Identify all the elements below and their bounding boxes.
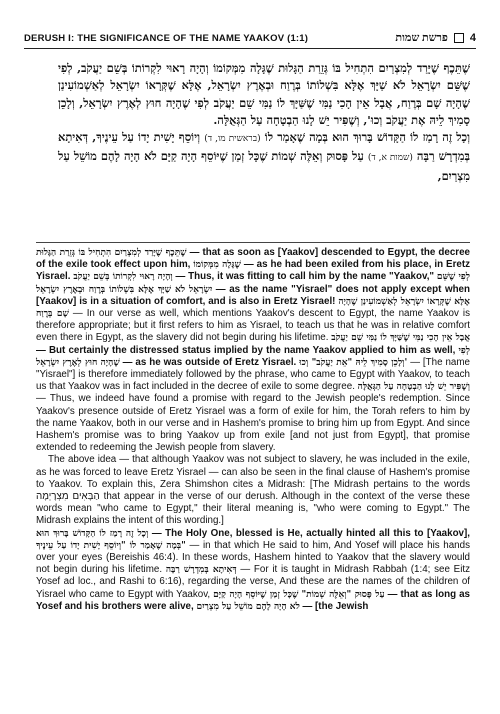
lemma-hebrew: שֶׁגָּלָה מִמְּקוֹמוֹ [193, 260, 241, 271]
page-number: 4 [469, 32, 476, 44]
lemma-hebrew: לְפִי שֶׁהָיָה חוּץ לְאֶרֶץ יִשְׂרָאֵל [36, 345, 470, 368]
lemma-translation: — as he was outside of Eretz Yisrael. [122, 356, 297, 368]
lemma-explanation: — In our verse as well, which mentions Yaakov's descent to Egypt, the name Yaakov is therefore appropriate; but it first refers to him as Yisrael, to teach us that he was in relative comfort even there in Egypt, as the slavery did not begin during his lifetime. [36, 308, 470, 344]
hebrew-source-ref: (בראשית מו, ד) [204, 134, 261, 145]
lemma-explanation: — [The name "Yisrael"] is therefore immediately followed by the phrase, who came to Egypt with Yaakov, to teach us that Yaakov was in fact included in the decree of exile to some degree. [36, 356, 470, 393]
lemma-hebrew: שֶׁתֵּכֶף שֶׁיָּרַד לְמִצְרַיִם הִתְחִיל בּוֹ גְּזֵרַת הַגָּלוּת [36, 248, 187, 258]
lemma-explanation: — Thus, we indeed have found a promise with regard to the Jewish people's redemption. Since Yaakov's presence outside of Eretz Yisrael was a form of exile for him, the Torah refers to him by the name Yaakov, both in our verse and in Hashem's promise to bring him up from Egypt. And since Hashem's promise was to bring Yaakov up from exile [and not just from Egypt], that promise extended to redeeming the Jewish people from slavery. [36, 393, 470, 454]
hebrew-text-1: שֶׁתֵּכֶף שֶׁיָּרַד לְמִצְרַיִם הִתְחִיל בּוֹ גְּזֵרַת הַגָּלוּת שֶׁגָּלָה מִמְּקוֹמוֹ וְהָיָה רָאוּי לִקְרוֹתוֹ בְּשֵׁם יַעֲקֹב, לְפִי שֶׁשֵּׁם יִשְׂרָאֵל לֹא שַׁיָּךְ אֶלָּא בִּשְׁלוֹתוֹ בְּרֶוַח וּבְאֶרֶץ יִשְׂרָאֵל, אֶלָּא שֶׁקְּרָאוֹ יִשְׂרָאֵל לְאַשְׁמוֹעִינַן שֶׁהָיָה שָׁם בְּרֶוַח, אֲבָל אֵין הָכִי נַמִּי שֶׁשַּׁיָּךְ לוֹ נַמִּי שֵׁם יַעֲקֹב לְפִי שֶׁהָיָה חוּץ לְאֶרֶץ יִשְׂרָאֵל, וְלָכֵן סָמִיךְ לֵיהּ אֶת יַעֲקֹב וְכוּ', וְשֶׁפִּיר יֵשׁ לָנוּ הַבְטָחָה עַל הַגְּאֻלָּה. [58, 61, 470, 127]
lemma-hebrew: וְשֶׁפִּיר יֵשׁ לָנוּ הַבְטָחָה עַל הַגְּאֻלָּה [357, 382, 470, 393]
commentary-intro: The above idea — that although Yaakov was not subject to slavery, he was included in the exile, as he was forced to leave Eretz Yisrael — can also be seen in the final clause of Hashem's promise to Yaakov. To explain this, Zera Shimshon cites a Midrash: [The Midrash pertains to the words הַבָּאִים מִצְרָיְמָה that appear in the verse of our derush. Although in the context of the verse these words mean "who came to Egypt," their literal meaning is, "who were coming to Egypt." The Midrash explains the intent of this wording.] [36, 454, 470, 527]
lemma-hebrew: לֹא הָיָה לָהֶם מוֹשֵׁל עַל מִצְרַיִם [196, 601, 300, 612]
lemma-translation: — Thus, it was fitting to call him by the name "Yaakov," [175, 271, 435, 283]
lemma-hebrew: עַל פָּסוּק "וְאֵלֶּה שְׁמוֹת" [301, 589, 385, 600]
hebrew-source-text [58, 60, 470, 185]
commentary-paragraph [36, 454, 470, 527]
lemma-explanation: — in that which He said to him, And Yosef will place his hands over your eyes (Bereishis 46:4). In these words, Hashem hinted to Yaakov that the slavery would not begin during his lifetime. [36, 539, 470, 576]
hebrew-paragraph [58, 129, 470, 185]
hebrew-text-2: וְכָל זֶה רָמַז לוֹ הַקָּדוֹשׁ בָּרוּךְ הוּא בְּמָה שֶׁאָמַר לוֹ [264, 130, 471, 145]
hebrew-text-3: וְיוֹסֵף יָשִׁית יָדוֹ עַל עֵינֶיךָ, דְּאִיתָא בְּמִדְרָשׁ רַבָּה [58, 130, 470, 164]
hebrew-source-ref: (שמות א, ד) [367, 153, 413, 164]
lemma-hebrew: אֲבָל אֵין הָכִי נַמִּי שֶׁשַּׁיָּךְ לוֹ נַמִּי שֵׁם יַעֲקֹב [331, 333, 470, 344]
lemma-hebrew: וְלָכֵן סָמִיךְ לֵיהּ "אֵת יַעֲקֹב" וְכוּ' [299, 357, 408, 368]
lemma-hebrew: וְכָל זֶה רָמַז לוֹ הַקָּדוֹשׁ בָּרוּךְ הוּא [36, 528, 149, 539]
lemma-hebrew: בְּמָה שֶׁאָמַר לוֹ "וְיוֹסֵף יָשִׁית יָדוֹ עַל עֵינֶיךָ" [36, 540, 186, 551]
lemma-hebrew: אֶלָּא שֶׁקְּרָאוֹ יִשְׂרָאֵל לְאַשְׁמוֹעִינַן שֶׁהָיָה שָׁם בְּרֶוַח [36, 296, 470, 320]
hebrew-text-4: עַל פָּסוּק וְאֵלֶּה שְׁמוֹת שֶׁכָּל זְמַן שֶׁיּוֹסֵף הָיָה קַיָּם לֹא הָיָה לָהֶם מוֹשֵׁל עַל מִצְרַיִם, [58, 149, 470, 183]
lemma-hebrew: לְפִי שֶׁשֵּׁם יִשְׂרָאֵל לֹא שַׁיָּךְ אֶלָּא בִּשְׁלוֹתוֹ בְּרֶוַח וּבְאֶרֶץ יִשְׂרָאֵל [36, 272, 470, 295]
english-commentary [36, 247, 470, 613]
lemma-translation: — [the Jewish [302, 600, 369, 612]
hebrew-paragraph [58, 60, 470, 129]
lemma-translation: — But certainly the distressed status implied by the name Yaakov applied to him as well, [36, 344, 456, 356]
commentary-paragraph [36, 528, 470, 613]
lemma-hebrew: דְּאִיתָא בְּמִדְרָשׁ רַבָּה [165, 565, 237, 576]
lemma-hebrew: וְהָיָה רָאוּי לִקְרוֹתוֹ בְּשֵׁם יַעֲקֹב [73, 272, 173, 283]
lemma-explanation: — For it is taught in Midrash Rabbah (1:4; see Eitz Yosef ad loc., and Rashi to 6:16), regarding the verse, And these are the names of the children of Yisrael who came to Egypt with Yaakov, [36, 564, 470, 600]
lemma-translation: — as he had been exiled from his place, in Eretz Yisrael. [36, 259, 471, 283]
commentary-paragraph [36, 247, 470, 454]
header-parsha-title: פרשת שמות [395, 32, 448, 44]
lemma-translation: — that as soon as [Yaakov] descended to Egypt, the decree of the exile took effect upon him, [36, 247, 470, 271]
section-divider [36, 242, 470, 243]
lemma-translation: — as the name "Yisrael" does not apply except when [Yaakov] is in a situation of comfort, and is also in Eretz Yisrael! [36, 283, 470, 307]
lemma-translation: — that as long as Yosef and his brothers were alive, [36, 588, 470, 612]
lemma-translation: — The Holy One, blessed is He, actually hinted all this to [Yaakov], [151, 527, 470, 539]
header-derush-title: DERUSH I: THE SIGNIFICANCE OF THE NAME YAAKOV (1:1) [24, 32, 309, 44]
header-right [395, 32, 476, 44]
square-icon [454, 33, 464, 43]
running-header [24, 30, 476, 49]
lemma-hebrew: שֶׁכָּל זְמַן שֶׁיּוֹסֵף הָיָה קַיָּם [213, 589, 299, 600]
